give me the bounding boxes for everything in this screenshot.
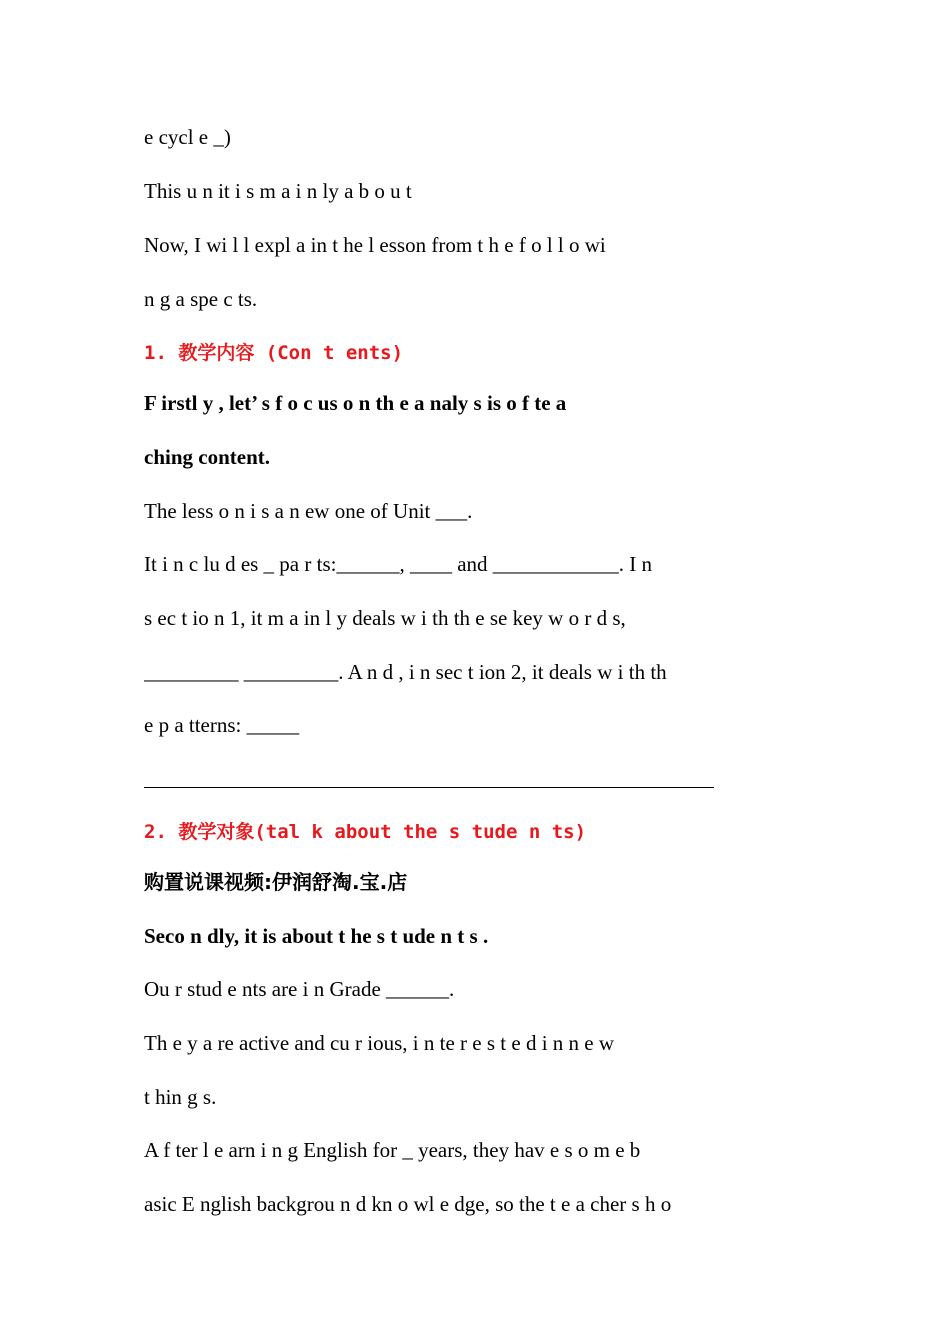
text-line-firstly: F irstl y , let’ s f o c us o n th e a naly s is o f te a: [144, 391, 567, 415]
text-line-section2: _________ _________. A n d , i n sec t ion 2, it deals w i th th: [144, 660, 667, 684]
text-line-patterns: e p a tterns: _____: [144, 713, 300, 737]
text-line-after-learning: A f ter l e arn i n g English for _ years, they hav e s o m e b: [144, 1138, 641, 1162]
text-line-basic-english: asic E nglish backgrou n d kn o wl e dge, so the t e a cher s h o: [144, 1192, 672, 1216]
blank-answer-line: [144, 787, 714, 788]
text-line-section1: s ec t io n 1, it m a in l y deals w i th th e se key w o r d s,: [144, 606, 626, 630]
text-line-includes-parts: It i n c lu d es _ pa r ts:______, ____ and ____________. I n: [144, 552, 653, 576]
text-line-things: t hin g s.: [144, 1085, 217, 1109]
text-line-aspects: n g a spe c ts.: [144, 287, 258, 311]
text-line-purchase-notice: 购置说课视频:伊润舒淘.宝.店: [144, 870, 408, 894]
text-line-active: Th e y a re active and cu r ious, i n te r e s t e d i n n e w: [144, 1031, 615, 1055]
text-line-secondly: Seco n dly, it is about t he s t ude n t s .: [144, 924, 489, 948]
text-line-fragment: e cycl e _): [144, 125, 231, 149]
section-heading-students: 2. 教学对象(tal k about the s tude n ts): [144, 821, 587, 843]
text-line-teaching-content: ching content.: [144, 445, 270, 469]
text-line-grade: Ou r stud e nts are i n Grade ______.: [144, 977, 455, 1001]
section-heading-contents: 1. 教学内容 (Con t ents): [144, 342, 404, 364]
text-line-unit-about: This u n it i s m a i n ly a b o u t: [144, 179, 412, 203]
text-line-explain: Now, I wi l l expl a in t he l esson from t h e f o l l o wi: [144, 233, 606, 257]
text-line-lesson-unit: The less o n i s a n ew one of Unit ___.: [144, 499, 473, 523]
